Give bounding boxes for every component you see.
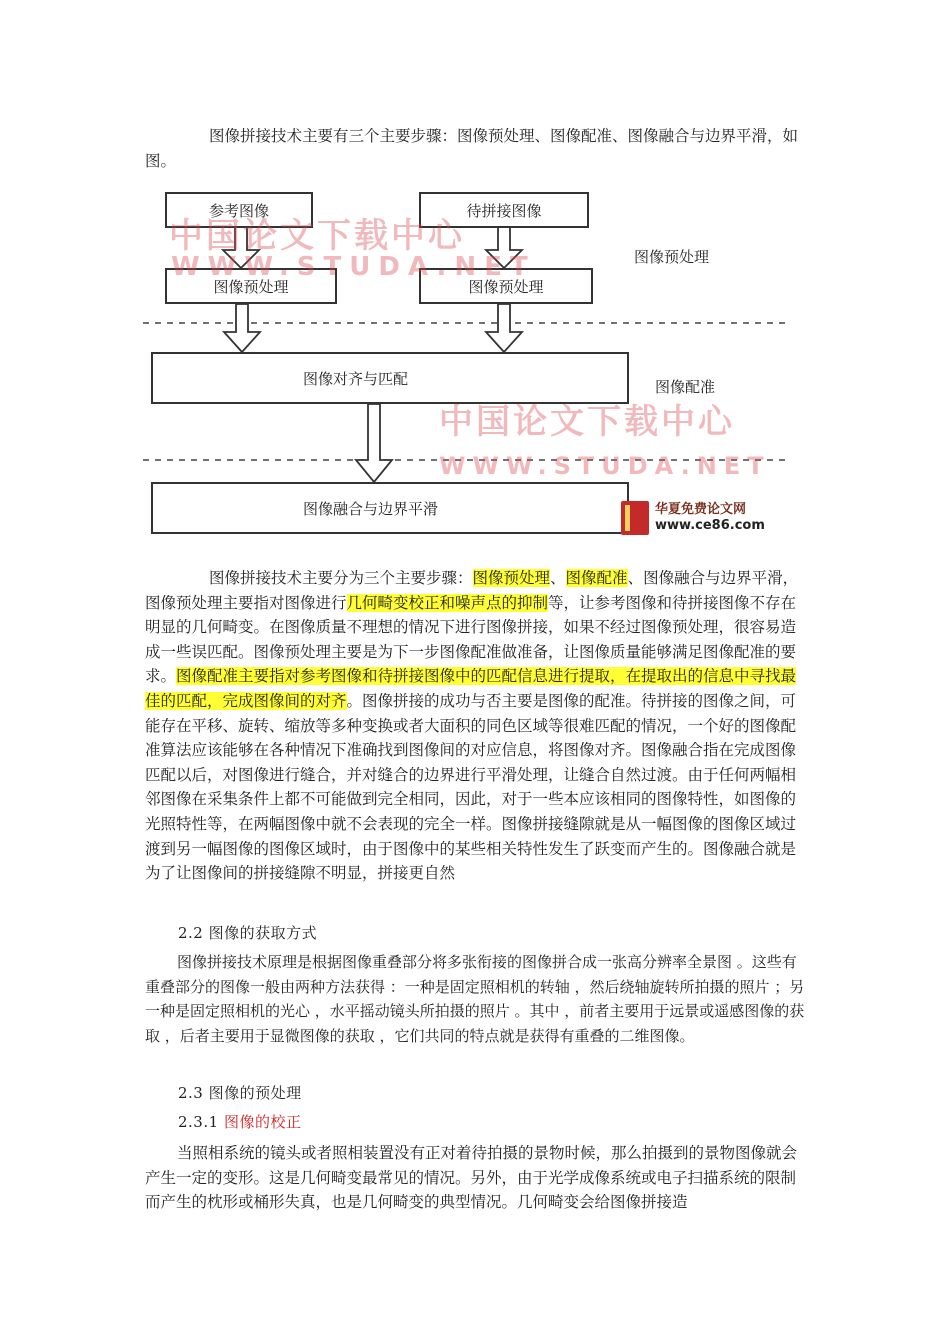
box-fusion-smooth: 图像融合与边界平滑 (151, 482, 629, 534)
paragraph-overview (145, 566, 810, 886)
text-run: 等，让参考图像和待拼接图像不存在明显的几何畸变。在图像质量不理想的情况下进行图像拼接，如果不经过图像预处理，很容易造成一些误匹配。图像预处理主要是为下一步图像配准做准备，让图像质量能够满足图像配准的要求。 (145, 593, 797, 686)
stitching-flow-diagram (143, 186, 788, 546)
label-preprocessing: 图像预处理 (634, 248, 710, 266)
arrow-down-icon (486, 304, 522, 352)
text-run: 。图像拼接的成功与否主要是图像的配准。待拼接的图像之间，可能存在平移、旋转、缩放等多种变换或者大面积的同色区域等很难匹配的情况，一个好的图像配准算法应该能够在各种情况下准确找到图像间的对应信息，将图像对齐。图像融合指在完成图像匹配以后，对图像进行缝合，并对缝合的边界进行平滑处理，让缝合自然过渡。由于任何两幅相邻图像在采集条件上都不可能做到完全相同，因此，对于一些本应该相同的图像特性，如图像的光照特性等，在两幅图像中就不会表现的完全一样。图像拼接缝隙就是从一幅图像的图像区域过渡到另一幅图像的图像区域时，由于图像中的某些相关特性发生了跃变而产生的。图像融合就是为了让图像间的拼接缝隙不明显，拼接更自然 (145, 691, 797, 883)
highlight-registration: 图像配准 (565, 569, 628, 587)
text-run: 、 (550, 569, 566, 587)
box-align-match: 图像对齐与匹配 (151, 352, 629, 404)
highlight-registration-def: 图像配准主要指对参考图像和待拼接图像中的匹配信息进行提取，在提取出的信息中寻找最佳的匹配，完成图像间的对齐 (145, 667, 797, 710)
text-run: 图像拼接技术主要分为三个主要步骤： (209, 569, 473, 587)
logo-url: www.ce86.com (655, 518, 765, 533)
highlight-preprocess: 图像预处理 (472, 569, 551, 587)
watermark-url-2: WWW.STUDA.NET (439, 452, 771, 480)
label-registration: 图像配准 (655, 378, 716, 396)
intro-paragraph: 图像拼接技术主要有三个主要步骤：图像预处理、图像配准、图像融合与边界平滑，如图。 (145, 127, 799, 170)
arrow-down-icon (224, 304, 260, 352)
paragraph-correction: 当照相系统的镜头或者照相装置没有正对着待拍摄的景物时候，那么拍摄到的景物图像就会产生一定的变形。这是几何畸变最常见的情况。另外，由于光学成像系统或电子扫描系统的限制而产生的枕形或桶形失真，也是几何畸变的典型情况。几何畸变会给图像拼接造 (145, 1144, 798, 1212)
arrow-down-icon (356, 404, 392, 482)
section-heading-2-3-1 (178, 1111, 301, 1132)
box-preprocess-2: 图像预处理 (419, 268, 593, 304)
watermark-cn-2: 中国论文下载中心 (439, 402, 735, 442)
heading-title-red: 图像的校正 (223, 1113, 302, 1131)
highlight-distortion: 几何畸变校正和噪声点的抑制 (346, 593, 549, 612)
box-reference-image: 参考图像 (165, 192, 313, 228)
text-run: 、图像融合与边界平滑，图像预处理主要指对图像进行 (145, 569, 799, 612)
paragraph-acquisition: 图像拼接技术原理是根据图像重叠部分将多张衔接的图像拼合成一张高分辨率全景图 。这些有重叠部分的图像一般由两种方法获得 ：一种是固定照相机的转轴 ，然后绕轴旋转所拍摄的照片 ；另一种是固定照相机的光心 ，水平摇动镜头所拍摄的照片 。其中 ，前者主要用于远景或遥感图像的获取 ，后者主要用于显微图像的获取 ，它们共同的特点就是获得有重叠的二维图像。 (145, 953, 805, 1045)
watermark-cn-1: 中国论文下载中心 (169, 216, 465, 256)
box-preprocess-1: 图像预处理 (165, 268, 337, 304)
logo-title: 华夏免费论文网 (655, 502, 747, 517)
heading-number: 2.3.1 (178, 1113, 224, 1131)
site-logo (621, 498, 791, 538)
box-target-image: 待拼接图像 (419, 192, 589, 228)
watermark-url-1: WWW.STUDA.NET (171, 252, 536, 282)
section-heading-2-2: 2.2 图像的获取方式 (178, 924, 318, 942)
section-heading-2-3: 2.3 图像的预处理 (178, 1084, 302, 1102)
book-icon (621, 501, 649, 535)
